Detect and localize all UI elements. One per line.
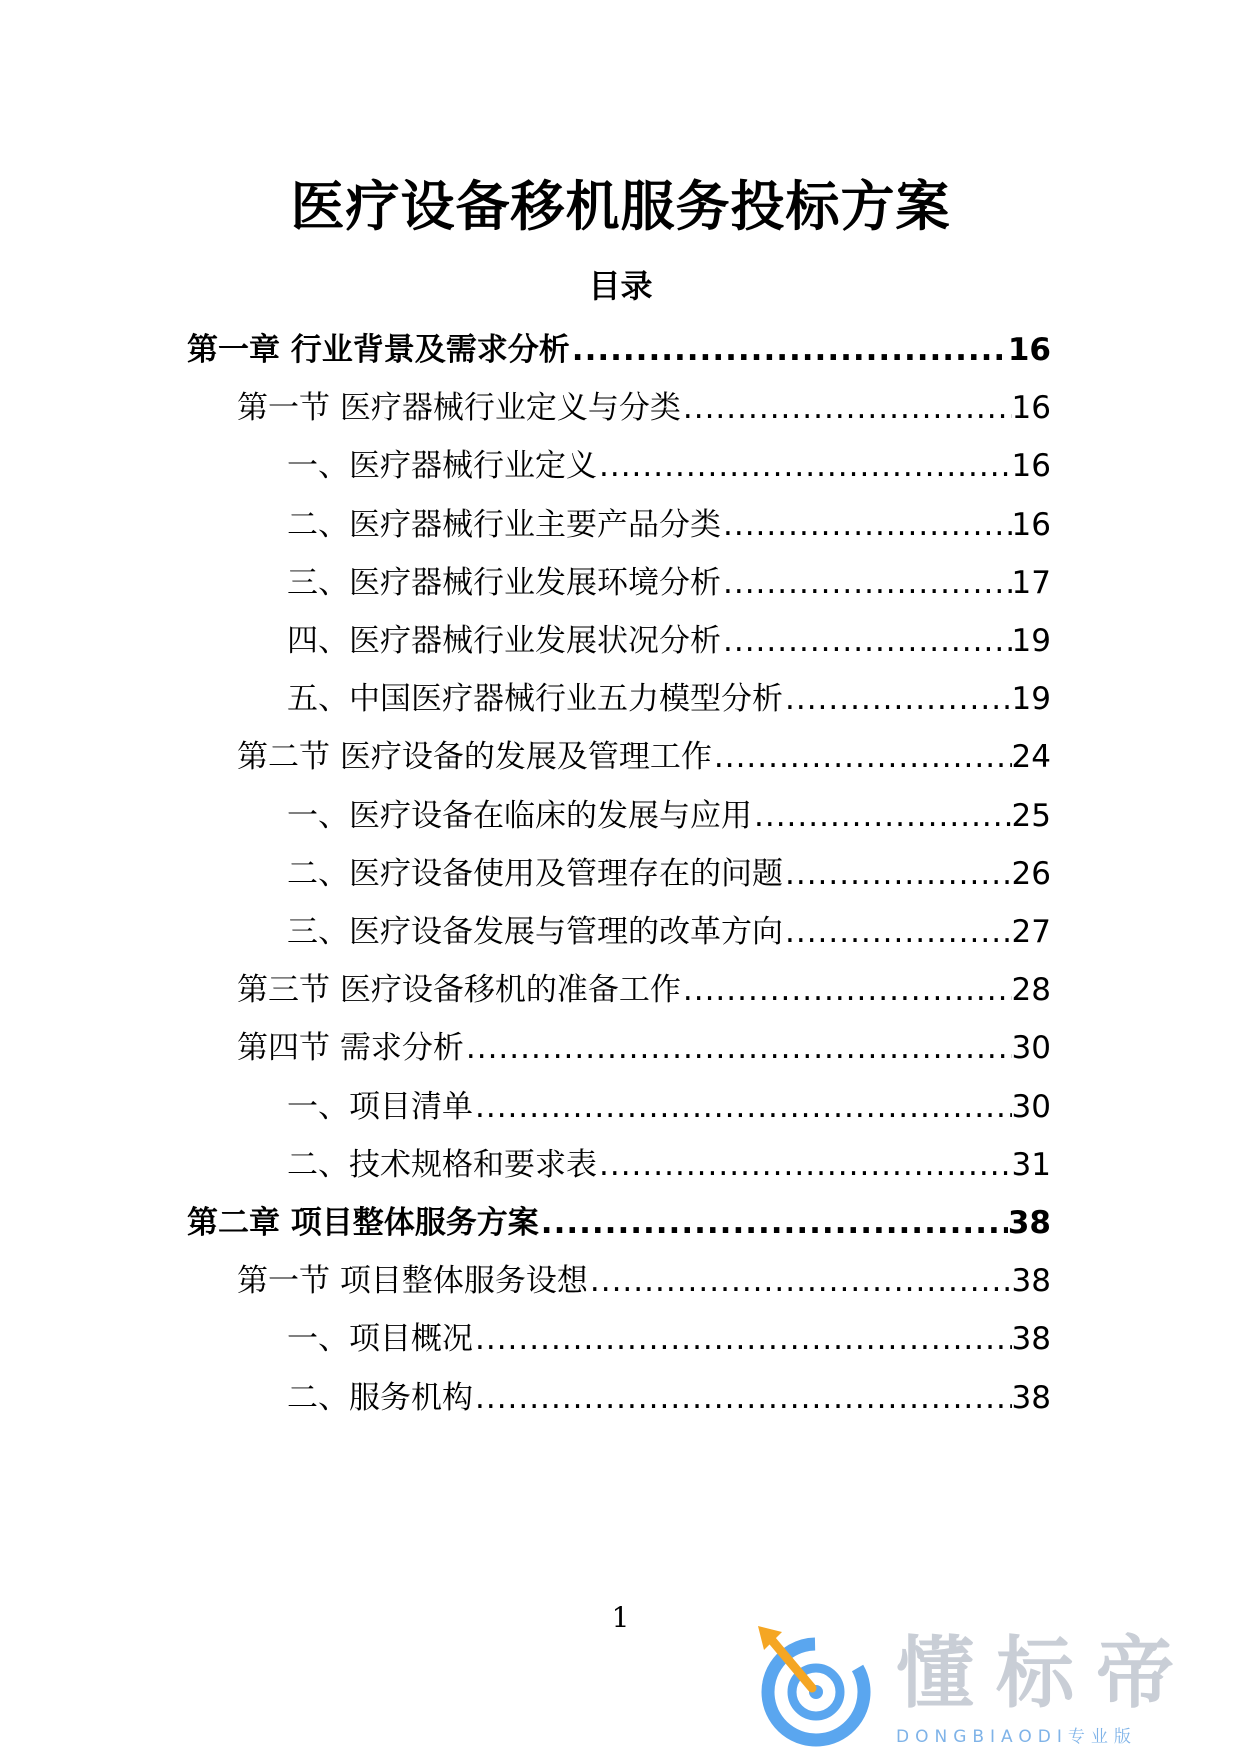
toc-dot-leader (783, 907, 1012, 957)
toc-dot-leader (464, 1023, 1012, 1073)
toc-entry[interactable] (287, 500, 1051, 550)
toc-dot-leader (712, 732, 1012, 782)
watermark (748, 1620, 1218, 1750)
toc-entry[interactable] (237, 732, 1051, 782)
target-arrow-icon (748, 1620, 888, 1750)
watermark-brand: 懂标帝 (896, 1629, 1197, 1719)
toc-entry[interactable] (287, 907, 1051, 957)
toc-dot-leader (473, 1373, 1012, 1423)
toc-dot-leader (752, 791, 1012, 841)
toc-entry-label: 三、医疗器械行业发展环境分析 (287, 564, 721, 601)
toc-entry-label: 四、医疗器械行业发展状况分析 (287, 623, 721, 659)
toc-entry[interactable] (187, 1198, 1051, 1248)
toc-entry-page: 16 (1011, 448, 1051, 485)
page-number: 1 (611, 1601, 630, 1634)
toc-entry-label: 二、服务机构 (287, 1379, 473, 1416)
toc-dot-leader (783, 849, 1012, 899)
toc-entry[interactable] (287, 674, 1051, 724)
toc-entry-page: 28 (1011, 972, 1051, 1009)
toc-entry-label: 五、中国医疗器械行业五力模型分析 (287, 681, 783, 718)
toc-entry[interactable] (237, 1256, 1051, 1306)
toc-entry-label: 第二节 医疗设备的发展及管理工作 (237, 739, 712, 776)
toc-entry-page: 24 (1011, 739, 1051, 776)
toc-entry-page: 16 (1007, 332, 1051, 368)
toc-dot-leader (721, 500, 1012, 550)
toc-entry-label: 第一节 项目整体服务设想 (237, 1263, 588, 1300)
toc-dot-leader (570, 325, 1008, 375)
toc-dot-leader (783, 674, 1012, 724)
toc-entry[interactable] (237, 965, 1051, 1015)
watermark-subtitle: DONGBIAODI专业版 (896, 1727, 1137, 1747)
toc-entry-page: 30 (1011, 1030, 1051, 1067)
toc-entry-page: 16 (1011, 390, 1051, 427)
toc-entry-page: 38 (1011, 1379, 1051, 1416)
toc-dot-leader (721, 616, 1012, 666)
toc-entry-page: 19 (1011, 623, 1051, 659)
toc-entry-label: 一、医疗器械行业定义 (287, 448, 597, 485)
toc-dot-leader (473, 1314, 1012, 1364)
toc-dot-leader (597, 1140, 1012, 1190)
toc-entry[interactable] (287, 1140, 1051, 1190)
toc-entry[interactable] (287, 616, 1051, 666)
toc-entry[interactable] (287, 558, 1051, 608)
toc-entry-label: 第一章 行业背景及需求分析 (187, 332, 570, 368)
toc-entry-label: 第一节 医疗器械行业定义与分类 (237, 390, 681, 427)
toc-entry-page: 17 (1011, 564, 1051, 601)
toc-entry-label: 一、医疗设备在临床的发展与应用 (287, 797, 752, 834)
toc-entry-page: 38 (1011, 1321, 1051, 1358)
toc-dot-leader (539, 1198, 1008, 1248)
toc-heading: 目录 (588, 267, 653, 305)
toc-entry-label: 一、项目清单 (287, 1088, 473, 1125)
toc-dot-leader (473, 1082, 1012, 1132)
toc-entry[interactable] (287, 791, 1051, 841)
toc-entry[interactable] (237, 383, 1051, 433)
document-title: 医疗设备移机服务投标方案 (290, 175, 951, 238)
toc-entry[interactable] (187, 325, 1051, 375)
toc-entry[interactable] (287, 849, 1051, 899)
toc-entry-page: 26 (1011, 855, 1051, 892)
toc-entry-page: 31 (1011, 1146, 1051, 1183)
toc-entry-page: 38 (1007, 1205, 1051, 1241)
toc-entry-label: 第三节 医疗设备移机的准备工作 (237, 972, 681, 1009)
toc-entry[interactable] (287, 1373, 1051, 1423)
toc-entry-page: 30 (1011, 1088, 1051, 1125)
toc-entry[interactable] (237, 1023, 1051, 1073)
toc-entry-label: 二、医疗设备使用及管理存在的问题 (287, 855, 783, 892)
toc-entry-label: 二、医疗器械行业主要产品分类 (287, 506, 721, 543)
toc-entry-page: 38 (1011, 1263, 1051, 1300)
toc-entry[interactable] (287, 1314, 1051, 1364)
toc-dot-leader (681, 965, 1012, 1015)
toc-entry-label: 一、项目概况 (287, 1321, 473, 1358)
toc-entry-label: 第四节 需求分析 (237, 1030, 464, 1067)
toc-entry-label: 第二章 项目整体服务方案 (187, 1205, 539, 1241)
toc-entry[interactable] (287, 1082, 1051, 1132)
toc-dot-leader (681, 383, 1012, 433)
toc-dot-leader (721, 558, 1012, 608)
toc-entry-page: 16 (1011, 506, 1051, 543)
toc-entry-page: 27 (1011, 914, 1051, 950)
toc-entry-label: 三、医疗设备发展与管理的改革方向 (287, 914, 783, 950)
toc-entry-page: 19 (1011, 681, 1051, 718)
toc-dot-leader (597, 441, 1012, 491)
toc-dot-leader (588, 1256, 1012, 1306)
toc-entry-label: 二、技术规格和要求表 (287, 1146, 597, 1183)
toc-entry-page: 25 (1011, 797, 1051, 834)
toc-entry[interactable] (287, 441, 1051, 491)
